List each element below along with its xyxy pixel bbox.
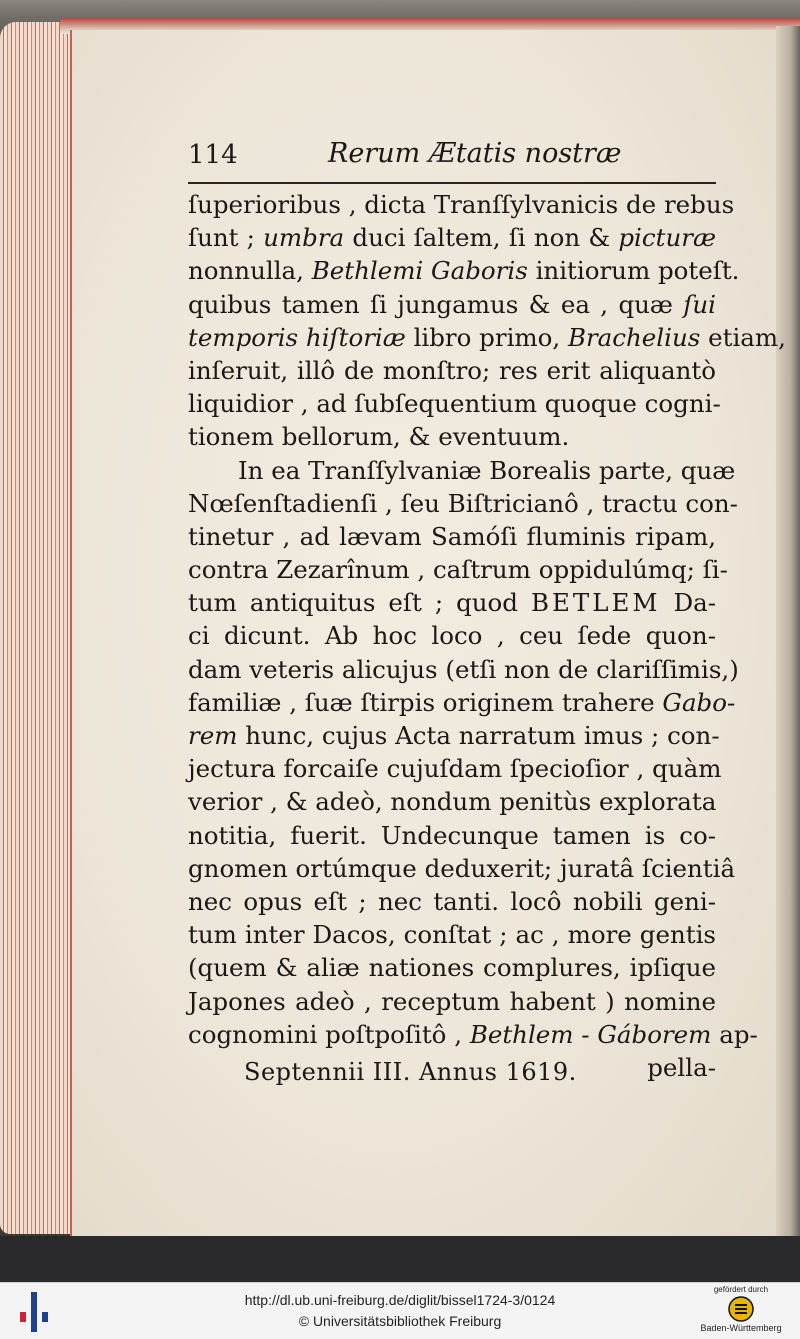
text-line [188,653,739,686]
sponsor-caption: gefördert durch [713,1285,769,1294]
text-segment: notitia, fuerit. Undecunque tamen is co- [188,820,716,850]
text-segment: Gabo- [662,687,736,717]
text-segment: Bethlem - Gáborem [469,1019,712,1049]
text-segment: nonnulla, [188,256,312,286]
text-line [188,487,738,520]
library-footer-bar [0,1282,800,1339]
text-segment: dam veteris alicujus (etſi non de clariſſimis,) [188,654,739,684]
text-segment: verior , & adeò, nondum penitùs explorata [188,787,717,817]
text-line [188,918,716,951]
text-line [188,321,786,354]
page-number: 114 [188,140,238,170]
text-segment: libro primo, [405,322,568,352]
body-text [188,188,786,1084]
text-segment: pella- [647,1052,716,1082]
text-line [188,254,740,287]
text-line [188,387,721,420]
text-segment: temporis hiſtoriæ [188,322,406,352]
text-segment: nec opus eſt ; nec tanti. locô nobili geni- [188,886,716,916]
running-title: Rerum Ætatis nostræ [328,138,622,169]
text-line [188,188,735,221]
text-line [188,221,716,254]
text-line [188,785,716,818]
text-segment: Da- [660,588,716,618]
text-segment: ſunt ; [188,223,264,253]
text-segment: In ea Tranſſylvaniæ Borealis parte, quæ [238,455,736,485]
text-segment: Brachelius [567,322,701,352]
text-segment: tum antiquitus eſt ; quod [188,588,531,618]
page-header [188,138,716,184]
text-line [188,752,722,785]
text-segment: initiorum poteſt. [527,256,740,286]
text-segment: etiam, [700,322,786,352]
text-line [188,885,716,918]
text-line [188,420,716,453]
text-line [188,985,716,1018]
text-line [188,288,716,321]
page-content [188,138,786,1084]
text-segment: jectura forcaiſe cujuſdam ſpecioſior , quàm [188,754,722,784]
text-segment: duci ſaltem, ſi non & [344,223,619,253]
text-segment: gnomen ortúmque deduxerit; juratâ ſcientiâ [188,853,736,883]
text-line [188,719,720,752]
text-line [188,520,716,553]
text-segment: ap- [711,1019,758,1049]
sponsor-badge [688,1285,794,1337]
permalink-url[interactable]: http://dl.ub.uni-freiburg.de/diglit/bissel1724-3/0124 [244,1292,556,1308]
text-segment: umbra [263,223,345,253]
text-line [188,586,716,619]
text-segment: familiæ , ſuæ ſtirpis originem trahere [188,687,663,717]
text-segment: hunc, cujus Acta narratum imus ; con- [237,721,720,750]
state-crest-icon [728,1296,754,1322]
text-segment: Bethlemi Gaboris [311,256,528,286]
copyright-notice: © Universitätsbibliothek Freiburg [298,1313,502,1329]
text-segment: tionem bellorum, & eventuum. [188,422,570,452]
text-segment: inſeruit, illô de monſtro; res erit aliquantò [188,355,716,385]
text-line [188,454,736,487]
text-segment: tum inter Dacos, conſtat ; ac , more gentis [188,920,716,950]
text-line [188,852,736,885]
text-line [188,819,716,852]
text-segment: BETLEM [530,588,661,618]
text-line [188,686,736,719]
text-line [188,1018,758,1051]
catchword-footer: Septennii III. Annus 1619. [244,1058,577,1086]
text-segment: ſuperioribus , dicta Tranſſylvanicis de rebus [188,190,735,219]
text-segment: ci dicunt. Ab hoc loco , ceu ſede quon- [188,621,716,651]
text-segment: ſui [683,289,716,319]
text-segment: quibus tamen ſi jungamus & ea , quæ [188,289,684,319]
text-segment: tinetur , ad lævam Samóſi fluminis ripam, [188,521,716,551]
text-line [188,951,716,984]
scan-bottom-shadow [0,1236,800,1282]
text-segment: rem [188,721,238,750]
text-segment: (quem & aliæ nationes complures, ipſique [188,953,716,983]
text-line [188,619,716,652]
page-gutter-shadow [776,26,800,1236]
text-segment: cognomini poſtpoſitô , [188,1019,470,1049]
sponsor-name: Baden-Württemberg [700,1323,782,1333]
text-segment: contra Zezarînum , caſtrum oppidulúmq; ſi- [188,555,728,585]
text-segment: Japones adeò , receptum habent ) nomine [188,986,716,1016]
text-segment: Nœſenſtadienſi , ſeu Biſtricianô , tractu con- [188,488,738,518]
text-segment: liquidior , ad ſubſequentium quoque cogni- [188,389,721,419]
text-line [188,553,728,586]
text-segment: picturæ [618,223,716,253]
text-line [188,354,716,387]
